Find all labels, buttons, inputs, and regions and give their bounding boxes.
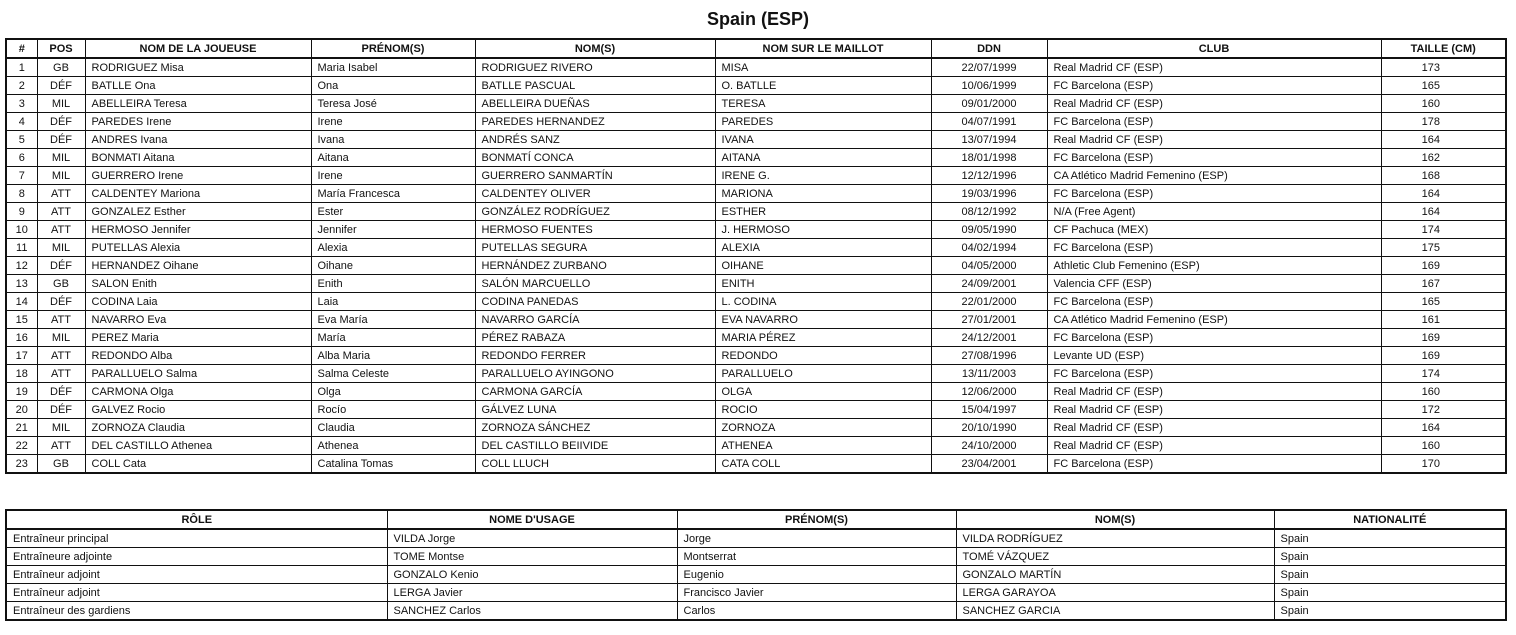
cell-birth-date: 12/12/1996 [931, 167, 1047, 185]
col-header-player-name: NOM DE LA JOUEUSE [85, 39, 311, 58]
cell-player-name: PUTELLAS Alexia [85, 239, 311, 257]
cell-number: 7 [6, 167, 37, 185]
cell-position: GB [37, 455, 85, 474]
cell-height: 174 [1381, 221, 1506, 239]
cell-club: CA Atlético Madrid Femenino (ESP) [1047, 167, 1381, 185]
table-row [6, 113, 1506, 131]
table-row [6, 437, 1506, 455]
cell-position: MIL [37, 239, 85, 257]
cell-birth-date: 12/06/2000 [931, 383, 1047, 401]
staff-row [6, 529, 1506, 548]
staff-cell-nationality: Spain [1274, 529, 1506, 548]
cell-height: 169 [1381, 257, 1506, 275]
cell-position: ATT [37, 347, 85, 365]
cell-player-name: PARALLUELO Salma [85, 365, 311, 383]
cell-shirt-name: IVANA [715, 131, 931, 149]
staff-cell-nationality: Spain [1274, 566, 1506, 584]
cell-surnames: ABELLEIRA DUEÑAS [475, 95, 715, 113]
cell-player-name: PEREZ Maria [85, 329, 311, 347]
table-row [6, 275, 1506, 293]
cell-player-name: CODINA Laia [85, 293, 311, 311]
cell-surnames: NAVARRO GARCÍA [475, 311, 715, 329]
cell-shirt-name: CATA COLL [715, 455, 931, 474]
cell-number: 1 [6, 58, 37, 77]
staff-table [5, 509, 1507, 621]
staff-header-row [6, 510, 1506, 529]
cell-surnames: CARMONA GARCÍA [475, 383, 715, 401]
cell-player-name: RODRIGUEZ Misa [85, 58, 311, 77]
cell-shirt-name: TERESA [715, 95, 931, 113]
cell-birth-date: 27/01/2001 [931, 311, 1047, 329]
cell-club: FC Barcelona (ESP) [1047, 185, 1381, 203]
cell-player-name: SALON Enith [85, 275, 311, 293]
cell-first-names: Enith [311, 275, 475, 293]
cell-height: 169 [1381, 329, 1506, 347]
cell-first-names: Oihane [311, 257, 475, 275]
cell-shirt-name: PARALLUELO [715, 365, 931, 383]
cell-birth-date: 27/08/1996 [931, 347, 1047, 365]
cell-surnames: PUTELLAS SEGURA [475, 239, 715, 257]
cell-number: 5 [6, 131, 37, 149]
cell-surnames: RODRIGUEZ RIVERO [475, 58, 715, 77]
cell-height: 164 [1381, 419, 1506, 437]
staff-cell-role: Entraîneur adjoint [6, 566, 387, 584]
cell-shirt-name: OLGA [715, 383, 931, 401]
staff-cell-role: Entraîneur principal [6, 529, 387, 548]
cell-height: 164 [1381, 185, 1506, 203]
cell-player-name: DEL CASTILLO Athenea [85, 437, 311, 455]
staff-col-header-surnames: NOM(S) [956, 510, 1274, 529]
cell-position: DÉF [37, 113, 85, 131]
cell-number: 14 [6, 293, 37, 311]
cell-first-names: Irene [311, 167, 475, 185]
cell-club: Real Madrid CF (ESP) [1047, 95, 1381, 113]
cell-club: FC Barcelona (ESP) [1047, 239, 1381, 257]
cell-birth-date: 15/04/1997 [931, 401, 1047, 419]
staff-cell-role: Entraîneur adjoint [6, 584, 387, 602]
cell-number: 3 [6, 95, 37, 113]
cell-first-names: Catalina Tomas [311, 455, 475, 474]
cell-first-names: María Francesca [311, 185, 475, 203]
table-row [6, 149, 1506, 167]
cell-height: 161 [1381, 311, 1506, 329]
cell-club: FC Barcelona (ESP) [1047, 329, 1381, 347]
cell-number: 16 [6, 329, 37, 347]
cell-player-name: ABELLEIRA Teresa [85, 95, 311, 113]
cell-club: Valencia CFF (ESP) [1047, 275, 1381, 293]
cell-shirt-name: IRENE G. [715, 167, 931, 185]
cell-number: 21 [6, 419, 37, 437]
cell-shirt-name: AITANA [715, 149, 931, 167]
cell-height: 170 [1381, 455, 1506, 474]
cell-first-names: Ona [311, 77, 475, 95]
cell-birth-date: 13/07/1994 [931, 131, 1047, 149]
cell-shirt-name: REDONDO [715, 347, 931, 365]
table-row [6, 221, 1506, 239]
cell-position: ATT [37, 185, 85, 203]
cell-player-name: REDONDO Alba [85, 347, 311, 365]
table-row [6, 95, 1506, 113]
table-row [6, 167, 1506, 185]
col-header-shirt-name: NOM SUR LE MAILLOT [715, 39, 931, 58]
cell-number: 13 [6, 275, 37, 293]
col-header-number: # [6, 39, 37, 58]
cell-first-names: Jennifer [311, 221, 475, 239]
cell-surnames: CODINA PANEDAS [475, 293, 715, 311]
cell-surnames: PAREDES HERNANDEZ [475, 113, 715, 131]
staff-cell-usage-name: LERGA Javier [387, 584, 677, 602]
cell-player-name: GUERRERO Irene [85, 167, 311, 185]
cell-shirt-name: ATHENEA [715, 437, 931, 455]
cell-surnames: DEL CASTILLO BEIIVIDE [475, 437, 715, 455]
cell-position: GB [37, 58, 85, 77]
cell-birth-date: 22/01/2000 [931, 293, 1047, 311]
cell-birth-date: 10/06/1999 [931, 77, 1047, 95]
cell-number: 18 [6, 365, 37, 383]
staff-cell-first-names: Carlos [677, 602, 956, 621]
staff-col-header-first-names: PRÉNOM(S) [677, 510, 956, 529]
cell-surnames: COLL LLUCH [475, 455, 715, 474]
cell-club: Athletic Club Femenino (ESP) [1047, 257, 1381, 275]
cell-shirt-name: MARIA PÉREZ [715, 329, 931, 347]
staff-col-header-role: RÔLE [6, 510, 387, 529]
cell-first-names: Ivana [311, 131, 475, 149]
cell-position: ATT [37, 437, 85, 455]
cell-first-names: Teresa José [311, 95, 475, 113]
cell-number: 20 [6, 401, 37, 419]
staff-cell-usage-name: GONZALO Kenio [387, 566, 677, 584]
table-row [6, 239, 1506, 257]
cell-surnames: BATLLE PASCUAL [475, 77, 715, 95]
cell-club: Real Madrid CF (ESP) [1047, 419, 1381, 437]
cell-birth-date: 19/03/1996 [931, 185, 1047, 203]
cell-player-name: NAVARRO Eva [85, 311, 311, 329]
table-row [6, 383, 1506, 401]
cell-shirt-name: EVA NAVARRO [715, 311, 931, 329]
cell-shirt-name: ZORNOZA [715, 419, 931, 437]
cell-player-name: HERMOSO Jennifer [85, 221, 311, 239]
cell-surnames: HERNÁNDEZ ZURBANO [475, 257, 715, 275]
cell-player-name: CALDENTEY Mariona [85, 185, 311, 203]
cell-club: FC Barcelona (ESP) [1047, 149, 1381, 167]
cell-surnames: BONMATÍ CONCA [475, 149, 715, 167]
table-row [6, 293, 1506, 311]
cell-birth-date: 18/01/1998 [931, 149, 1047, 167]
cell-position: ATT [37, 311, 85, 329]
cell-surnames: HERMOSO FUENTES [475, 221, 715, 239]
cell-number: 2 [6, 77, 37, 95]
staff-body [6, 529, 1506, 620]
cell-birth-date: 04/05/2000 [931, 257, 1047, 275]
cell-first-names: Alexia [311, 239, 475, 257]
table-row [6, 401, 1506, 419]
staff-cell-nationality: Spain [1274, 602, 1506, 621]
staff-cell-surnames: GONZALO MARTÍN [956, 566, 1274, 584]
staff-row [6, 548, 1506, 566]
staff-cell-usage-name: VILDA Jorge [387, 529, 677, 548]
cell-birth-date: 22/07/1999 [931, 58, 1047, 77]
cell-shirt-name: PAREDES [715, 113, 931, 131]
cell-shirt-name: J. HERMOSO [715, 221, 931, 239]
cell-shirt-name: ALEXIA [715, 239, 931, 257]
staff-cell-nationality: Spain [1274, 584, 1506, 602]
cell-position: DÉF [37, 77, 85, 95]
cell-first-names: Rocío [311, 401, 475, 419]
cell-height: 172 [1381, 401, 1506, 419]
cell-birth-date: 13/11/2003 [931, 365, 1047, 383]
cell-surnames: REDONDO FERRER [475, 347, 715, 365]
cell-shirt-name: L. CODINA [715, 293, 931, 311]
cell-player-name: BATLLE Ona [85, 77, 311, 95]
table-row [6, 203, 1506, 221]
cell-shirt-name: ROCIO [715, 401, 931, 419]
cell-club: CF Pachuca (MEX) [1047, 221, 1381, 239]
cell-club: Real Madrid CF (ESP) [1047, 58, 1381, 77]
cell-birth-date: 24/09/2001 [931, 275, 1047, 293]
col-header-height: TAILLE (CM) [1381, 39, 1506, 58]
cell-number: 22 [6, 437, 37, 455]
cell-position: DÉF [37, 401, 85, 419]
cell-height: 162 [1381, 149, 1506, 167]
col-header-club: CLUB [1047, 39, 1381, 58]
staff-cell-usage-name: TOME Montse [387, 548, 677, 566]
cell-first-names: Alba Maria [311, 347, 475, 365]
cell-position: ATT [37, 221, 85, 239]
staff-cell-first-names: Francisco Javier [677, 584, 956, 602]
col-header-first-names: PRÉNOM(S) [311, 39, 475, 58]
table-row [6, 347, 1506, 365]
staff-row [6, 584, 1506, 602]
cell-height: 164 [1381, 131, 1506, 149]
cell-first-names: Olga [311, 383, 475, 401]
table-row [6, 185, 1506, 203]
cell-club: FC Barcelona (ESP) [1047, 77, 1381, 95]
cell-shirt-name: OIHANE [715, 257, 931, 275]
table-row [6, 257, 1506, 275]
cell-number: 4 [6, 113, 37, 131]
cell-surnames: SALÓN MARCUELLO [475, 275, 715, 293]
cell-club: Real Madrid CF (ESP) [1047, 437, 1381, 455]
cell-player-name: ANDRES Ivana [85, 131, 311, 149]
cell-first-names: Laia [311, 293, 475, 311]
cell-club: Real Madrid CF (ESP) [1047, 383, 1381, 401]
cell-number: 10 [6, 221, 37, 239]
cell-number: 17 [6, 347, 37, 365]
cell-surnames: CALDENTEY OLIVER [475, 185, 715, 203]
cell-shirt-name: O. BATLLE [715, 77, 931, 95]
cell-position: MIL [37, 149, 85, 167]
cell-first-names: Eva María [311, 311, 475, 329]
cell-position: ATT [37, 365, 85, 383]
table-row [6, 58, 1506, 77]
cell-first-names: Maria Isabel [311, 58, 475, 77]
cell-birth-date: 09/01/2000 [931, 95, 1047, 113]
table-row [6, 365, 1506, 383]
cell-birth-date: 24/12/2001 [931, 329, 1047, 347]
cell-birth-date: 20/10/1990 [931, 419, 1047, 437]
cell-club: Real Madrid CF (ESP) [1047, 401, 1381, 419]
cell-number: 12 [6, 257, 37, 275]
cell-club: CA Atlético Madrid Femenino (ESP) [1047, 311, 1381, 329]
cell-height: 160 [1381, 95, 1506, 113]
cell-position: DÉF [37, 383, 85, 401]
cell-surnames: PARALLUELO AYINGONO [475, 365, 715, 383]
staff-cell-role: Entraîneur des gardiens [6, 602, 387, 621]
staff-col-header-usage-name: NOME D'USAGE [387, 510, 677, 529]
cell-birth-date: 09/05/1990 [931, 221, 1047, 239]
cell-height: 164 [1381, 203, 1506, 221]
cell-surnames: PÉREZ RABAZA [475, 329, 715, 347]
cell-shirt-name: MARIONA [715, 185, 931, 203]
cell-position: MIL [37, 95, 85, 113]
table-row [6, 131, 1506, 149]
table-row [6, 329, 1506, 347]
cell-height: 168 [1381, 167, 1506, 185]
staff-cell-surnames: VILDA RODRÍGUEZ [956, 529, 1274, 548]
cell-first-names: Ester [311, 203, 475, 221]
cell-height: 175 [1381, 239, 1506, 257]
players-body [6, 58, 1506, 473]
cell-player-name: ZORNOZA Claudia [85, 419, 311, 437]
cell-surnames: ZORNOZA SÁNCHEZ [475, 419, 715, 437]
cell-shirt-name: ENITH [715, 275, 931, 293]
table-row [6, 419, 1506, 437]
cell-player-name: COLL Cata [85, 455, 311, 474]
cell-player-name: GONZALEZ Esther [85, 203, 311, 221]
cell-birth-date: 24/10/2000 [931, 437, 1047, 455]
cell-number: 11 [6, 239, 37, 257]
cell-club: FC Barcelona (ESP) [1047, 455, 1381, 474]
staff-cell-surnames: SANCHEZ GARCIA [956, 602, 1274, 621]
cell-first-names: Salma Celeste [311, 365, 475, 383]
cell-club: FC Barcelona (ESP) [1047, 293, 1381, 311]
cell-shirt-name: MISA [715, 58, 931, 77]
cell-shirt-name: ESTHER [715, 203, 931, 221]
cell-player-name: GALVEZ Rocio [85, 401, 311, 419]
cell-position: MIL [37, 419, 85, 437]
cell-height: 169 [1381, 347, 1506, 365]
cell-position: MIL [37, 329, 85, 347]
cell-surnames: GÁLVEZ LUNA [475, 401, 715, 419]
staff-cell-role: Entraîneure adjointe [6, 548, 387, 566]
cell-player-name: CARMONA Olga [85, 383, 311, 401]
col-header-position: POS [37, 39, 85, 58]
cell-height: 173 [1381, 58, 1506, 77]
cell-first-names: Aitana [311, 149, 475, 167]
staff-cell-surnames: LERGA GARAYOA [956, 584, 1274, 602]
cell-player-name: PAREDES Irene [85, 113, 311, 131]
table-row [6, 455, 1506, 474]
staff-cell-first-names: Montserrat [677, 548, 956, 566]
cell-first-names: Irene [311, 113, 475, 131]
cell-position: DÉF [37, 131, 85, 149]
cell-number: 6 [6, 149, 37, 167]
staff-col-header-nationality: NATIONALITÉ [1274, 510, 1506, 529]
cell-height: 165 [1381, 293, 1506, 311]
cell-number: 8 [6, 185, 37, 203]
cell-first-names: Athenea [311, 437, 475, 455]
cell-birth-date: 04/02/1994 [931, 239, 1047, 257]
cell-first-names: María [311, 329, 475, 347]
cell-club: FC Barcelona (ESP) [1047, 365, 1381, 383]
cell-height: 165 [1381, 77, 1506, 95]
cell-number: 19 [6, 383, 37, 401]
cell-first-names: Claudia [311, 419, 475, 437]
cell-birth-date: 04/07/1991 [931, 113, 1047, 131]
cell-number: 15 [6, 311, 37, 329]
page-title: Spain (ESP) [706, 9, 809, 29]
cell-height: 178 [1381, 113, 1506, 131]
table-row [6, 77, 1506, 95]
cell-number: 23 [6, 455, 37, 474]
cell-club: Levante UD (ESP) [1047, 347, 1381, 365]
cell-position: GB [37, 275, 85, 293]
staff-cell-usage-name: SANCHEZ Carlos [387, 602, 677, 621]
table-row [6, 311, 1506, 329]
cell-height: 160 [1381, 383, 1506, 401]
staff-cell-nationality: Spain [1274, 548, 1506, 566]
players-table [5, 38, 1507, 474]
cell-position: ATT [37, 203, 85, 221]
cell-birth-date: 08/12/1992 [931, 203, 1047, 221]
cell-height: 167 [1381, 275, 1506, 293]
staff-cell-surnames: TOMÉ VÁZQUEZ [956, 548, 1274, 566]
cell-position: DÉF [37, 293, 85, 311]
cell-club: Real Madrid CF (ESP) [1047, 131, 1381, 149]
cell-height: 174 [1381, 365, 1506, 383]
col-header-surnames: NOM(S) [475, 39, 715, 58]
cell-surnames: ANDRÉS SANZ [475, 131, 715, 149]
staff-row [6, 566, 1506, 584]
cell-club: N/A (Free Agent) [1047, 203, 1381, 221]
cell-height: 160 [1381, 437, 1506, 455]
cell-surnames: GUERRERO SANMARTÍN [475, 167, 715, 185]
cell-player-name: HERNANDEZ Oihane [85, 257, 311, 275]
cell-birth-date: 23/04/2001 [931, 455, 1047, 474]
cell-position: MIL [37, 167, 85, 185]
cell-surnames: GONZÁLEZ RODRÍGUEZ [475, 203, 715, 221]
players-header-row [6, 39, 1506, 58]
cell-club: FC Barcelona (ESP) [1047, 113, 1381, 131]
cell-player-name: BONMATI Aitana [85, 149, 311, 167]
cell-number: 9 [6, 203, 37, 221]
cell-position: DÉF [37, 257, 85, 275]
staff-row [6, 602, 1506, 621]
col-header-birth-date: DDN [931, 39, 1047, 58]
staff-cell-first-names: Jorge [677, 529, 956, 548]
staff-cell-first-names: Eugenio [677, 566, 956, 584]
